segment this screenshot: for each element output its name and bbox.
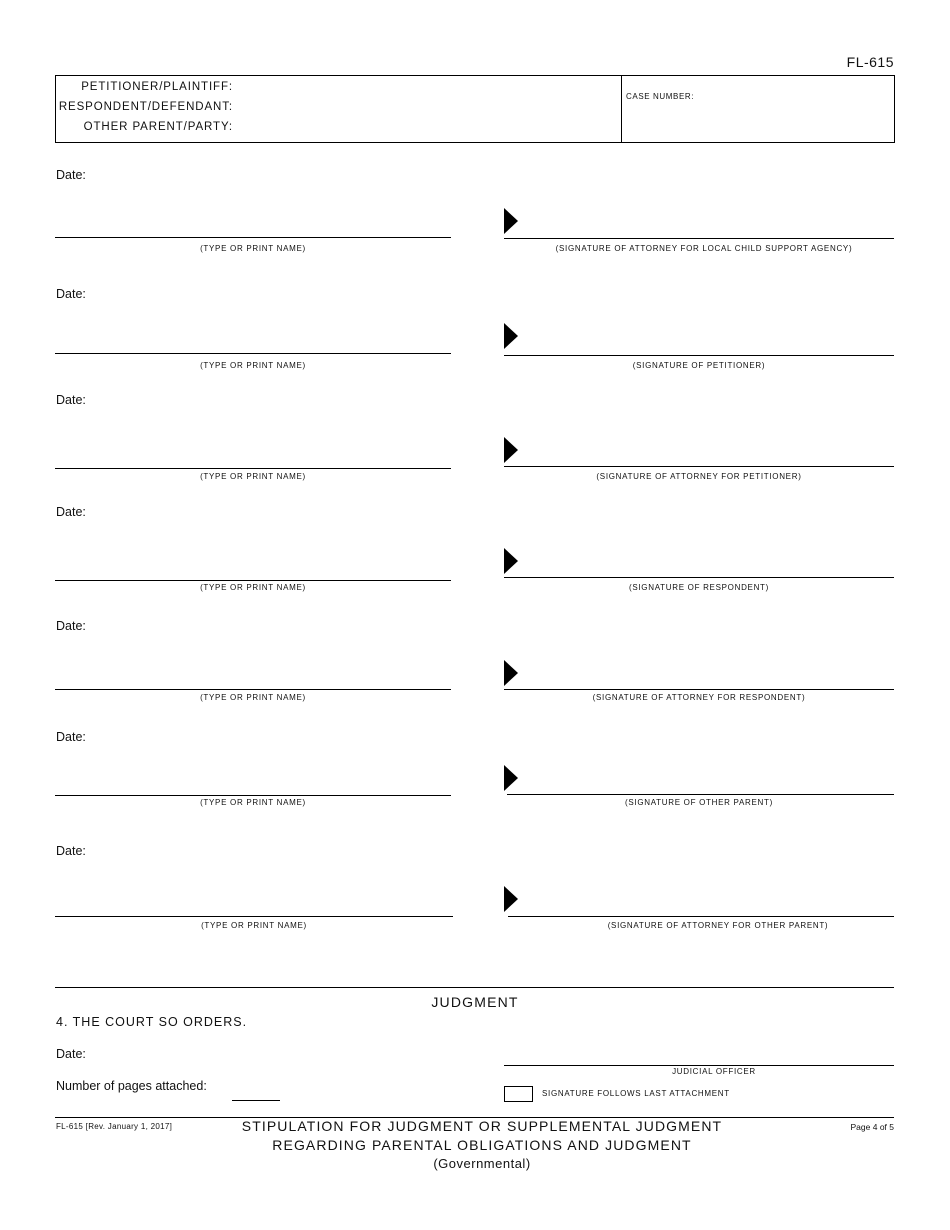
date-label: Date: — [56, 619, 86, 633]
name-line[interactable] — [55, 795, 451, 796]
name-caption: (TYPE OR PRINT NAME) — [200, 244, 306, 253]
pages-attached-field[interactable] — [232, 1100, 280, 1101]
case-number-label: CASE NUMBER: — [626, 92, 695, 101]
judgment-date-label: Date: — [56, 1047, 86, 1061]
other-parent-label: OTHER PARENT/PARTY: — [83, 121, 233, 133]
judicial-officer-line[interactable] — [504, 1065, 894, 1066]
name-caption: (TYPE OR PRINT NAME) — [200, 472, 306, 481]
signature-arrow-icon — [504, 208, 518, 234]
date-label: Date: — [56, 168, 86, 182]
name-caption: (TYPE OR PRINT NAME) — [201, 921, 307, 930]
signature-line[interactable] — [504, 238, 894, 239]
signature-caption: (SIGNATURE OF ATTORNEY FOR PETITIONER) — [596, 472, 802, 481]
name-line[interactable] — [55, 237, 451, 238]
footer-title-line2: REGARDING PARENTAL OBLIGATIONS AND JUDGMENT — [272, 1137, 692, 1153]
form-number: FL-615 — [846, 54, 894, 70]
date-label: Date: — [56, 730, 86, 744]
signature-arrow-icon — [504, 548, 518, 574]
signature-arrow-icon — [504, 660, 518, 686]
signature-line[interactable] — [507, 794, 894, 795]
form-revision: FL-615 [Rev. January 1, 2017] — [56, 1122, 173, 1131]
name-caption: (TYPE OR PRINT NAME) — [200, 693, 306, 702]
signature-arrow-icon — [504, 437, 518, 463]
signature-line[interactable] — [504, 355, 894, 356]
name-caption: (TYPE OR PRINT NAME) — [200, 798, 306, 807]
signature-arrow-icon — [504, 886, 518, 912]
footer-title-line1: STIPULATION FOR JUDGMENT OR SUPPLEMENTAL JUDGMENT — [241, 1118, 723, 1134]
date-label: Date: — [56, 844, 86, 858]
signature-follows-label: SIGNATURE FOLLOWS LAST ATTACHMENT — [542, 1089, 730, 1098]
name-line[interactable] — [55, 916, 453, 917]
signature-caption: (SIGNATURE OF OTHER PARENT) — [625, 798, 773, 807]
signature-caption: (SIGNATURE OF ATTORNEY FOR OTHER PARENT) — [607, 921, 829, 930]
signature-caption: (SIGNATURE OF ATTORNEY FOR RESPONDENT) — [592, 693, 806, 702]
signature-follows-checkbox[interactable] — [504, 1086, 533, 1102]
signature-line[interactable] — [504, 577, 894, 578]
name-line[interactable] — [55, 580, 451, 581]
name-line[interactable] — [55, 353, 451, 354]
judgment-title: JUDGMENT — [431, 994, 519, 1010]
court-orders-text: 4. THE COURT SO ORDERS. — [56, 1015, 248, 1029]
date-label: Date: — [56, 287, 86, 301]
signature-caption: (SIGNATURE OF ATTORNEY FOR LOCAL CHILD SUPPORT AGENCY) — [555, 244, 853, 253]
respondent-label: RESPONDENT/DEFENDANT: — [58, 101, 233, 113]
judgment-divider — [55, 987, 894, 988]
name-caption: (TYPE OR PRINT NAME) — [200, 361, 306, 370]
caption-divider — [621, 75, 622, 143]
petitioner-label: PETITIONER/PLAINTIFF: — [81, 81, 233, 93]
signature-line[interactable] — [504, 689, 894, 690]
date-label: Date: — [56, 505, 86, 519]
name-line[interactable] — [55, 468, 451, 469]
date-label: Date: — [56, 393, 86, 407]
signature-caption: (SIGNATURE OF RESPONDENT) — [628, 583, 770, 592]
signature-line[interactable] — [508, 916, 894, 917]
footer-title-line3: (Governmental) — [433, 1156, 531, 1171]
name-caption: (TYPE OR PRINT NAME) — [200, 583, 306, 592]
signature-arrow-icon — [504, 323, 518, 349]
pages-attached-label: Number of pages attached: — [56, 1079, 207, 1093]
signature-arrow-icon — [504, 765, 518, 791]
judicial-officer-caption: JUDICIAL OFFICER — [672, 1067, 756, 1076]
page-number: Page 4 of 5 — [850, 1122, 894, 1132]
signature-caption: (SIGNATURE OF PETITIONER) — [632, 361, 766, 370]
signature-line[interactable] — [504, 466, 894, 467]
name-line[interactable] — [55, 689, 451, 690]
